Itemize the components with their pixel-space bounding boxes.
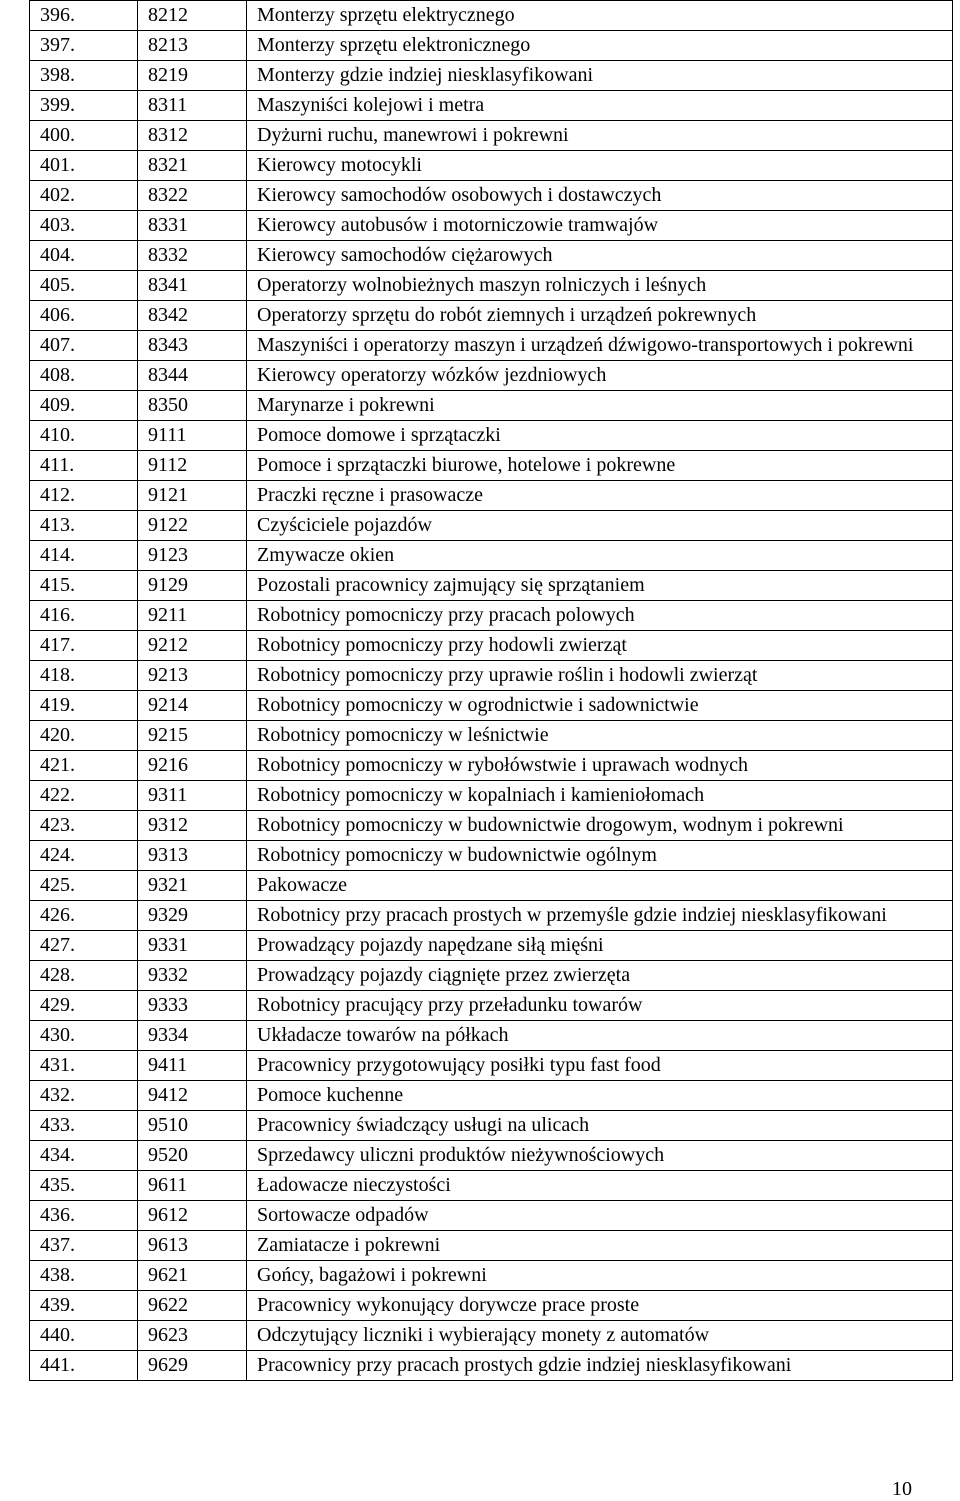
occupation-code-cell: 8341 xyxy=(138,271,247,301)
occupation-code-cell: 9211 xyxy=(138,601,247,631)
occupation-code-cell: 9334 xyxy=(138,1021,247,1051)
table-row xyxy=(30,271,953,301)
occupation-name-cell: Prowadzący pojazdy ciągnięte przez zwierzęta xyxy=(247,961,953,991)
table-row xyxy=(30,1321,953,1351)
row-number-cell: 413. xyxy=(30,511,138,541)
table-row xyxy=(30,151,953,181)
occupation-code-cell: 9623 xyxy=(138,1321,247,1351)
row-number-cell: 424. xyxy=(30,841,138,871)
row-number-cell: 402. xyxy=(30,181,138,211)
occupation-name-cell: Czyściciele pojazdów xyxy=(247,511,953,541)
table-row xyxy=(30,1171,953,1201)
row-number-cell: 403. xyxy=(30,211,138,241)
occupation-code-cell: 8331 xyxy=(138,211,247,241)
table-row xyxy=(30,451,953,481)
occupation-name-cell: Odczytujący liczniki i wybierający monety z automatów xyxy=(247,1321,953,1351)
table-row xyxy=(30,841,953,871)
table-row xyxy=(30,541,953,571)
row-number-cell: 433. xyxy=(30,1111,138,1141)
occupation-name-cell: Ładowacze nieczystości xyxy=(247,1171,953,1201)
row-number-cell: 418. xyxy=(30,661,138,691)
table-row xyxy=(30,1111,953,1141)
occupation-name-cell: Kierowcy samochodów ciężarowych xyxy=(247,241,953,271)
row-number-cell: 429. xyxy=(30,991,138,1021)
table-row xyxy=(30,1201,953,1231)
table-row xyxy=(30,331,953,361)
occupation-code-cell: 8332 xyxy=(138,241,247,271)
occupation-code-cell: 8219 xyxy=(138,61,247,91)
row-number-cell: 396. xyxy=(30,1,138,31)
occupation-code-cell: 8321 xyxy=(138,151,247,181)
row-number-cell: 440. xyxy=(30,1321,138,1351)
occupation-name-cell: Pracownicy świadczący usługi na ulicach xyxy=(247,1111,953,1141)
table-row xyxy=(30,1051,953,1081)
row-number-cell: 409. xyxy=(30,391,138,421)
occupation-code-cell: 8312 xyxy=(138,121,247,151)
occupation-code-cell: 9312 xyxy=(138,811,247,841)
table-row xyxy=(30,631,953,661)
occupation-code-cell: 9313 xyxy=(138,841,247,871)
occupation-code-cell: 8344 xyxy=(138,361,247,391)
table-row xyxy=(30,241,953,271)
table-row xyxy=(30,781,953,811)
row-number-cell: 432. xyxy=(30,1081,138,1111)
occupation-name-cell: Robotnicy pomocniczy przy pracach polowych xyxy=(247,601,953,631)
occupation-code-cell: 8343 xyxy=(138,331,247,361)
row-number-cell: 441. xyxy=(30,1351,138,1381)
occupation-name-cell: Pakowacze xyxy=(247,871,953,901)
table-row xyxy=(30,1081,953,1111)
occupation-code-cell: 9510 xyxy=(138,1111,247,1141)
occupation-name-cell: Robotnicy pomocniczy w ogrodnictwie i sadownictwie xyxy=(247,691,953,721)
row-number-cell: 415. xyxy=(30,571,138,601)
occupation-code-cell: 8212 xyxy=(138,1,247,31)
row-number-cell: 420. xyxy=(30,721,138,751)
table-row xyxy=(30,1231,953,1261)
table-row xyxy=(30,181,953,211)
occupation-code-cell: 9214 xyxy=(138,691,247,721)
row-number-cell: 423. xyxy=(30,811,138,841)
occupation-name-cell: Sprzedawcy uliczni produktów nieżywnościowych xyxy=(247,1141,953,1171)
row-number-cell: 412. xyxy=(30,481,138,511)
occupation-code-cell: 8322 xyxy=(138,181,247,211)
table-row xyxy=(30,871,953,901)
occupation-code-cell: 9123 xyxy=(138,541,247,571)
row-number-cell: 436. xyxy=(30,1201,138,1231)
table-row xyxy=(30,751,953,781)
table-row xyxy=(30,1,953,31)
occupation-code-cell: 9215 xyxy=(138,721,247,751)
table-row xyxy=(30,511,953,541)
occupation-code-cell: 9112 xyxy=(138,451,247,481)
occupation-code-cell: 8350 xyxy=(138,391,247,421)
row-number-cell: 437. xyxy=(30,1231,138,1261)
row-number-cell: 401. xyxy=(30,151,138,181)
occupation-name-cell: Monterzy sprzętu elektrycznego xyxy=(247,1,953,31)
occupation-name-cell: Marynarze i pokrewni xyxy=(247,391,953,421)
table-row xyxy=(30,571,953,601)
table-row xyxy=(30,991,953,1021)
occupation-code-cell: 9622 xyxy=(138,1291,247,1321)
table-row xyxy=(30,1261,953,1291)
occupation-name-cell: Monterzy gdzie indziej niesklasyfikowani xyxy=(247,61,953,91)
row-number-cell: 430. xyxy=(30,1021,138,1051)
row-number-cell: 421. xyxy=(30,751,138,781)
table-row xyxy=(30,301,953,331)
row-number-cell: 398. xyxy=(30,61,138,91)
row-number-cell: 427. xyxy=(30,931,138,961)
occupation-code-cell: 9621 xyxy=(138,1261,247,1291)
occupation-code-cell: 9311 xyxy=(138,781,247,811)
occupation-name-cell: Operatorzy sprzętu do robót ziemnych i urządzeń pokrewnych xyxy=(247,301,953,331)
row-number-cell: 438. xyxy=(30,1261,138,1291)
row-number-cell: 428. xyxy=(30,961,138,991)
occupation-name-cell: Maszyniści kolejowi i metra xyxy=(247,91,953,121)
page-number: 10 xyxy=(892,1478,912,1500)
occupation-name-cell: Robotnicy pomocniczy w kopalniach i kamieniołomach xyxy=(247,781,953,811)
occupation-name-cell: Robotnicy pomocniczy w budownictwie ogólnym xyxy=(247,841,953,871)
occupation-name-cell: Pozostali pracownicy zajmujący się sprzątaniem xyxy=(247,571,953,601)
row-number-cell: 411. xyxy=(30,451,138,481)
occupation-name-cell: Robotnicy przy pracach prostych w przemyśle gdzie indziej niesklasyfikowani xyxy=(247,901,953,931)
occupation-name-cell: Robotnicy pomocniczy w budownictwie drogowym, wodnym i pokrewni xyxy=(247,811,953,841)
table-row xyxy=(30,481,953,511)
occupation-code-cell: 9411 xyxy=(138,1051,247,1081)
table-row xyxy=(30,421,953,451)
occupation-name-cell: Kierowcy samochodów osobowych i dostawczych xyxy=(247,181,953,211)
occupation-name-cell: Zamiatacze i pokrewni xyxy=(247,1231,953,1261)
occupation-code-cell: 9520 xyxy=(138,1141,247,1171)
occupation-code-cell: 9213 xyxy=(138,661,247,691)
row-number-cell: 410. xyxy=(30,421,138,451)
occupation-name-cell: Robotnicy pomocniczy przy uprawie roślin i hodowli zwierząt xyxy=(247,661,953,691)
table-row xyxy=(30,31,953,61)
row-number-cell: 431. xyxy=(30,1051,138,1081)
row-number-cell: 405. xyxy=(30,271,138,301)
table-row xyxy=(30,1291,953,1321)
occupation-code-cell: 9121 xyxy=(138,481,247,511)
occupation-code-cell: 9212 xyxy=(138,631,247,661)
row-number-cell: 399. xyxy=(30,91,138,121)
table-row xyxy=(30,61,953,91)
row-number-cell: 417. xyxy=(30,631,138,661)
row-number-cell: 404. xyxy=(30,241,138,271)
table-row xyxy=(30,691,953,721)
table-row xyxy=(30,721,953,751)
occupation-name-cell: Pracownicy przy pracach prostych gdzie indziej niesklasyfikowani xyxy=(247,1351,953,1381)
occupation-name-cell: Robotnicy pracujący przy przeładunku towarów xyxy=(247,991,953,1021)
table-row xyxy=(30,121,953,151)
occupation-code-cell: 9333 xyxy=(138,991,247,1021)
occupation-code-cell: 9611 xyxy=(138,1171,247,1201)
table-row xyxy=(30,91,953,121)
occupation-name-cell: Sortowacze odpadów xyxy=(247,1201,953,1231)
occupation-name-cell: Gońcy, bagażowi i pokrewni xyxy=(247,1261,953,1291)
occupation-code-cell: 8342 xyxy=(138,301,247,331)
row-number-cell: 425. xyxy=(30,871,138,901)
occupation-name-cell: Pracownicy wykonujący dorywcze prace proste xyxy=(247,1291,953,1321)
row-number-cell: 439. xyxy=(30,1291,138,1321)
table-row xyxy=(30,901,953,931)
table-row xyxy=(30,1021,953,1051)
row-number-cell: 400. xyxy=(30,121,138,151)
row-number-cell: 416. xyxy=(30,601,138,631)
occupation-code-cell: 8213 xyxy=(138,31,247,61)
table-body xyxy=(30,1,953,1381)
occupation-code-cell: 9412 xyxy=(138,1081,247,1111)
occupation-name-cell: Zmywacze okien xyxy=(247,541,953,571)
row-number-cell: 434. xyxy=(30,1141,138,1171)
occupation-name-cell: Pomoce kuchenne xyxy=(247,1081,953,1111)
occupation-name-cell: Pomoce i sprzątaczki biurowe, hotelowe i pokrewne xyxy=(247,451,953,481)
table-row xyxy=(30,601,953,631)
occupation-name-cell: Kierowcy autobusów i motorniczowie tramwajów xyxy=(247,211,953,241)
row-number-cell: 406. xyxy=(30,301,138,331)
table-row xyxy=(30,391,953,421)
occupation-code-cell: 9111 xyxy=(138,421,247,451)
row-number-cell: 414. xyxy=(30,541,138,571)
occupation-code-cell: 9332 xyxy=(138,961,247,991)
row-number-cell: 422. xyxy=(30,781,138,811)
table-row xyxy=(30,211,953,241)
occupation-name-cell: Robotnicy pomocniczy w leśnictwie xyxy=(247,721,953,751)
occupation-name-cell: Kierowcy operatorzy wózków jezdniowych xyxy=(247,361,953,391)
occupation-name-cell: Układacze towarów na półkach xyxy=(247,1021,953,1051)
occupation-name-cell: Praczki ręczne i prasowacze xyxy=(247,481,953,511)
occupation-name-cell: Robotnicy pomocniczy w rybołówstwie i uprawach wodnych xyxy=(247,751,953,781)
occupation-code-cell: 9612 xyxy=(138,1201,247,1231)
occupation-name-cell: Operatorzy wolnobieżnych maszyn rolniczych i leśnych xyxy=(247,271,953,301)
occupation-code-cell: 8311 xyxy=(138,91,247,121)
occupation-code-cell: 9331 xyxy=(138,931,247,961)
occupation-code-cell: 9129 xyxy=(138,571,247,601)
row-number-cell: 435. xyxy=(30,1171,138,1201)
row-number-cell: 397. xyxy=(30,31,138,61)
row-number-cell: 419. xyxy=(30,691,138,721)
occupation-code-cell: 9613 xyxy=(138,1231,247,1261)
row-number-cell: 408. xyxy=(30,361,138,391)
occupation-code-cell: 9629 xyxy=(138,1351,247,1381)
occupation-name-cell: Pracownicy przygotowujący posiłki typu fast food xyxy=(247,1051,953,1081)
occupation-name-cell: Prowadzący pojazdy napędzane siłą mięśni xyxy=(247,931,953,961)
occupation-code-cell: 9321 xyxy=(138,871,247,901)
occupation-code-cell: 9329 xyxy=(138,901,247,931)
occupation-name-cell: Kierowcy motocykli xyxy=(247,151,953,181)
table-row xyxy=(30,931,953,961)
occupation-name-cell: Pomoce domowe i sprzątaczki xyxy=(247,421,953,451)
occupation-name-cell: Maszyniści i operatorzy maszyn i urządzeń dźwigowo-transportowych i pokrewni xyxy=(247,331,953,361)
occupation-code-cell: 9122 xyxy=(138,511,247,541)
table-row xyxy=(30,361,953,391)
row-number-cell: 407. xyxy=(30,331,138,361)
occupation-name-cell: Monterzy sprzętu elektronicznego xyxy=(247,31,953,61)
occupation-name-cell: Robotnicy pomocniczy przy hodowli zwierząt xyxy=(247,631,953,661)
occupations-table xyxy=(29,0,953,1381)
occupation-name-cell: Dyżurni ruchu, manewrowi i pokrewni xyxy=(247,121,953,151)
row-number-cell: 426. xyxy=(30,901,138,931)
table-row xyxy=(30,961,953,991)
table-row xyxy=(30,1351,953,1381)
table-row xyxy=(30,1141,953,1171)
table-row xyxy=(30,661,953,691)
table-row xyxy=(30,811,953,841)
occupation-code-cell: 9216 xyxy=(138,751,247,781)
